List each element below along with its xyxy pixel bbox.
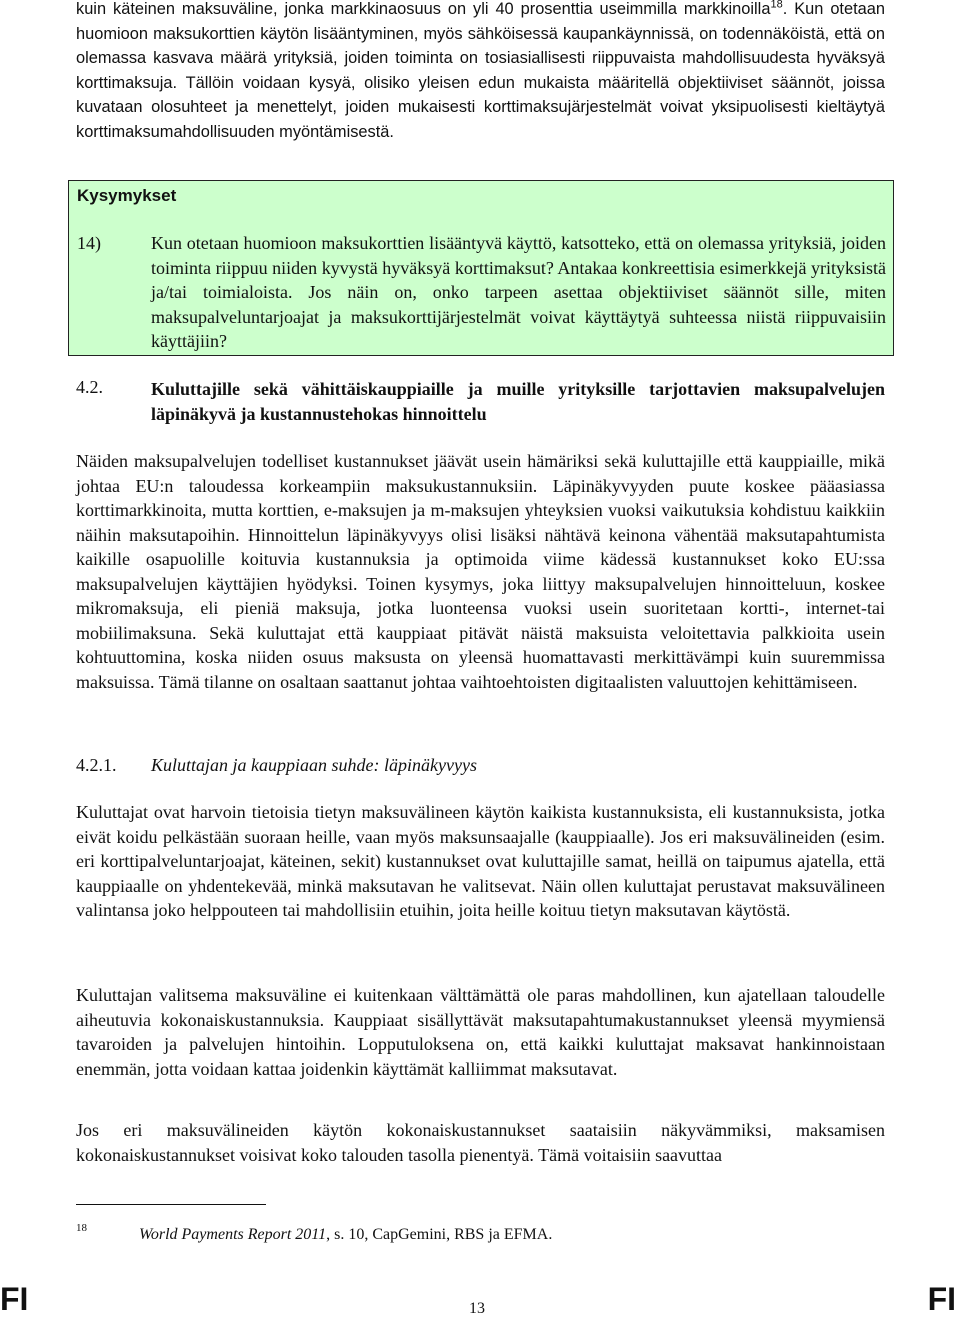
- footnote-number: 18: [76, 1222, 87, 1234]
- questions-title: Kysymykset: [77, 186, 177, 205]
- intro-paragraph: [76, 0, 885, 144]
- subsection-number: 4.2.1.: [76, 755, 117, 775]
- section-paragraph: Näiden maksupalvelujen todelliset kustannukset jäävät usein hämäriksi sekä kuluttajille että kauppiaille, mikä johtaa EU:n taloudessa korkeampiin maksukustannuksiin. Läpinäkyvyyden puute koskee pääasiassa korttimarkkinoita, mutta korttien, e-maksujen ja m-maksujen yhteyksien vuoksi vaikutuksia kohdistuu kaikkiin näihin maksutapoihin. Hinnoittelun läpinäkyvyys olisi lisäksi nähtävä keinona vähentää maksutapahtumista kaikille osapuolille koituvia kustannuksia ja optimoida viime kädessä kustannukset koko EU:ssa maksupalvelujen käyttäjien hyödyksi. Toinen kysymys, joka liittyy maksupalvelujen hinnoitteluun, koskee mikromaksuja, eli pieniä maksuja, jotka luonteensa vuoksi usein suoritetaan kortti-, internet-tai mobiilimaksuna. Sekä kuluttajat että kauppiaat pitävät näistä maksuista veloitettavia palkkioita usein kohtuuttomina, koska niiden osuus maksusta on yleensä huomattavasti merkittävämpi kuin suuremmissa maksuissa. Tämä tilanne on osaltaan saattanut johtaa vaihtoehtoisten digitaalisten valuuttojen kehittämiseen.: [76, 451, 885, 692]
- footnote-reference: 18: [770, 0, 783, 11]
- subsection-paragraph-1: Kuluttajat ovat harvoin tietoisia tietyn maksuvälineen käytön kaikista kustannuksista, eli kustannuksista, jotka eivät koidu pelkästään suoraan heille, vaan myös maksunsaajalle (kauppiaalle). Jos eri maksuvälineiden (esim. eri korttipalveluntarjoajat, käteinen, sekit) kustannukset ovat kuluttajille samat, heillä on taipumus ajatella, että kauppiaalle on yhdentekevää, minkä maksutavan he valitsevat. Näin ollen kuluttajat perustavat maksuvälineen valintansa joko helppouteen tai mahdollisiin etuihin, joita heille koituu tietyn maksutavan käytöstä.: [76, 802, 885, 920]
- subsection-paragraph-3: Jos eri maksuvälineiden käytön kokonaiskustannukset saataisiin näkyvämmiksi, maksamisen kokonaiskustannukset voisivat koko talouden tasolla pienentyä. Tämä voitaisiin saavuttaa: [76, 1120, 885, 1165]
- intro-text-part1: kuin käteinen maksuväline, jonka markkinaosuus on yli 40 prosenttia useimmilla markkinoilla: [76, 0, 771, 18]
- footnote-separator: [76, 1204, 266, 1205]
- footnote-source-rest: , s. 10, CapGemini, RBS ja EFMA.: [326, 1226, 553, 1243]
- section-number: 4.2.: [76, 377, 103, 397]
- intro-text-part2: . Kun otetaan huomioon maksukorttien käytön lisääntyminen, myös sähköisessä kaupankäynnissä, on todennäköistä, että on olemassa kasvava määrä yrityksiä, joiden toiminta on tosiasiallisesti riippuvaista mahdollisuudesta hyväksyä korttimaksuja. Tällöin voidaan kysyä, olisiko yleisen edun mukaista määritellä objektiiviset säännöt, joissa kuvataan olosuhteet ja menettelyt, joiden mukaisesti korttimaksujärjestelmät voivat yksipuolisesti kieltäytyä korttimaksumahdollisuuden myöntämisestä.: [76, 0, 886, 141]
- questions-box: [68, 180, 894, 356]
- footnote-text: [139, 1226, 552, 1244]
- question-number: 14): [77, 233, 101, 253]
- subsection-title: Kuluttajan ja kauppiaan suhde: läpinäkyvyys: [151, 755, 477, 775]
- footer-language-right: FI: [927, 1281, 956, 1317]
- subsection-paragraph-2: Kuluttajan valitsema maksuväline ei kuitenkaan välttämättä ole paras mahdollinen, kun ajatellaan taloudelle aiheutuvia kokonaiskustannuksia. Kauppiaat sisällyttävät maksutapahtumakustannukset yleensä myymiensä tavaroiden ja palvelujen hintoihin. Lopputuloksena on, että kaikki kuluttajat maksavat hankinnoistaan enemmän, jotta voidaan kattaa joidenkin käyttämät kalliimmat maksutavat.: [76, 985, 885, 1079]
- footer-language-left: FI: [0, 1281, 29, 1317]
- footnote-source-title: World Payments Report 2011: [139, 1226, 327, 1243]
- question-text: Kun otetaan huomioon maksukorttien lisääntyvä käyttö, katsotteko, että on olemassa yrityksiä, joiden toiminta riippuu niiden kyvystä hyväksyä korttimaksut? Antakaa konkreettisia esimerkkejä yrityksistä ja/tai toimialoista. Jos näin on, onko tarpeen asettaa objektiiviset säännöt sille, miten maksupalveluntarjoajat ja maksukorttijärjestelmät voivat käyttäytyä suhteessa niistä riippuvaisiin käyttäjiin?: [151, 233, 886, 351]
- section-title: Kuluttajille sekä vähittäiskauppiaille ja muille yrityksille tarjottavien maksupalvelujen läpinäkyvä ja kustannustehokas hinnoittelu: [151, 379, 885, 424]
- page-number: 13: [469, 1300, 485, 1317]
